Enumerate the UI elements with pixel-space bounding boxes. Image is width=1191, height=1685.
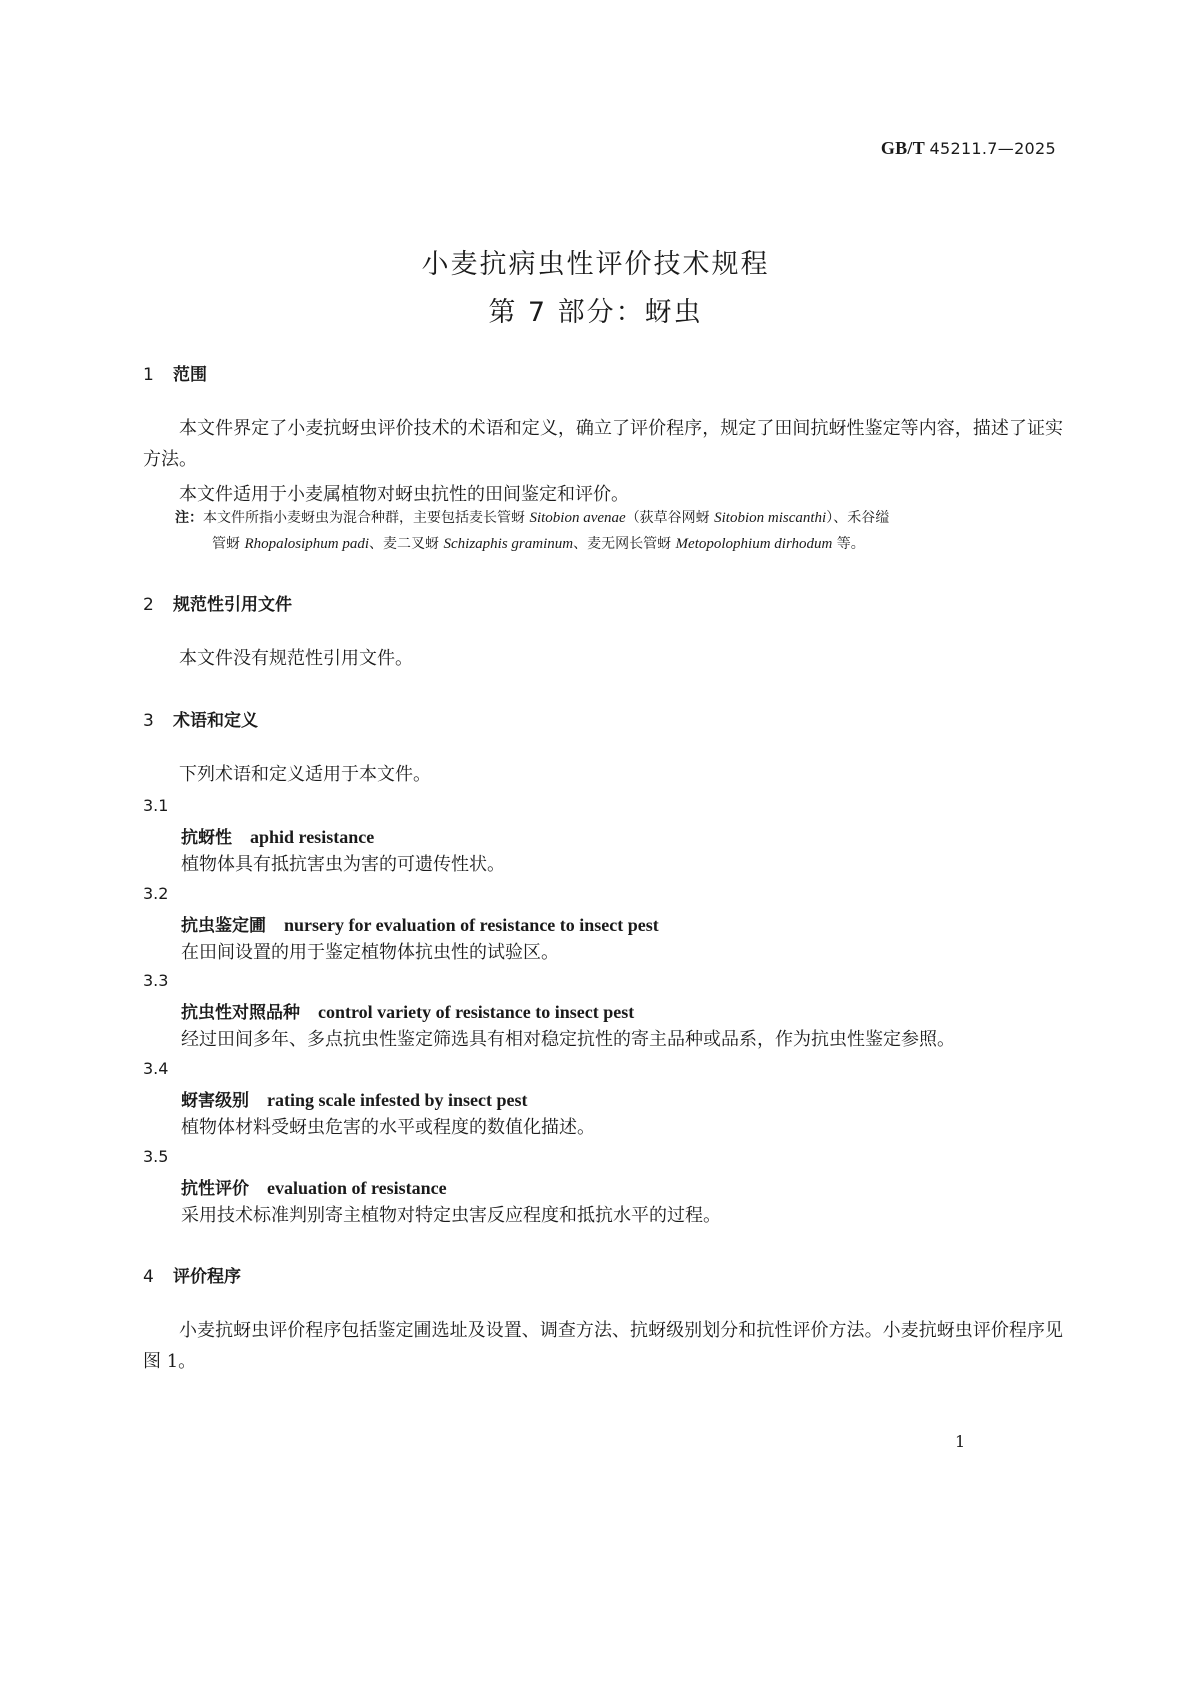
term-zh: 蚜害级别 [181, 1091, 249, 1111]
note-line-2 [175, 531, 1065, 557]
section-2-body [143, 643, 1063, 674]
section-1-heading [143, 360, 207, 385]
section-title: 术语和定义 [173, 711, 258, 731]
species-name: Sitobion avenae [529, 510, 626, 526]
paragraph: 小麦抗蚜虫评价程序包括鉴定圃选址及设置、调查方法、抗蚜级别划分和抗性评价方法。小麦抗蚜虫评价程序见图 1。 [143, 1320, 1063, 1372]
page-number: 1 [955, 1432, 966, 1451]
term-en: rating scale infested by insect pest [267, 1090, 528, 1110]
paragraph: 下列术语和定义适用于本文件。 [179, 764, 431, 785]
section-3-body [143, 759, 1063, 790]
section-title: 评价程序 [173, 1267, 241, 1287]
term-definition: 经过田间多年、多点抗虫性鉴定筛选具有相对稳定抗性的寄主品种或品系，作为抗虫性鉴定参照。 [181, 1029, 955, 1050]
species-name: Sitobion miscanthi [714, 510, 827, 526]
section-title: 规范性引用文件 [173, 595, 292, 615]
species-name: Rhopalosiphum padi [244, 536, 370, 552]
species-name: Schizaphis graminum [443, 536, 574, 552]
document-subtitle: 第 7 部分：蚜虫 [488, 297, 703, 328]
note-text: ）、禾谷缢 [826, 510, 890, 526]
note-text: （荻草谷网蚜 [625, 510, 715, 526]
note-label: 注： [175, 510, 203, 526]
standard-code [881, 138, 1056, 159]
term-definition: 在田间设置的用于鉴定植物体抗虫性的试验区。 [181, 942, 559, 963]
section-number: 1 [143, 365, 154, 385]
paragraph: 本文件界定了小麦抗蚜虫评价技术的术语和定义，确立了评价程序，规定了田间抗蚜性鉴定等内容，描述了证实方法。 [143, 418, 1063, 470]
section-number: 3 [143, 711, 154, 731]
section-4-heading [143, 1262, 241, 1287]
standard-code-number: 45211.7—2025 [929, 139, 1056, 158]
term-heading [181, 998, 634, 1023]
note [175, 505, 1065, 557]
document-title: 小麦抗病虫性评价技术规程 [421, 249, 770, 280]
section-number: 4 [143, 1267, 154, 1287]
term-zh: 抗性评价 [181, 1179, 249, 1199]
term-definition: 植物体材料受蚜虫危害的水平或程度的数值化描述。 [181, 1117, 595, 1138]
term-zh: 抗蚜性 [181, 828, 232, 848]
term-heading [181, 1086, 527, 1111]
term-number: 3.3 [143, 971, 169, 990]
section-title: 范围 [173, 365, 207, 385]
note-text: 、麦无网长管蚜 [573, 536, 676, 552]
term-en: aphid resistance [250, 827, 375, 847]
term-en: evaluation of resistance [267, 1178, 447, 1198]
section-2-heading [143, 590, 292, 615]
term-heading [181, 823, 374, 848]
term-number: 3.5 [143, 1147, 169, 1166]
term-number: 3.2 [143, 884, 169, 903]
section-4-body [143, 1315, 1063, 1377]
note-text: 等。 [832, 536, 865, 552]
paragraph: 本文件没有规范性引用文件。 [179, 648, 413, 669]
term-en: control variety of resistance to insect pest [318, 1002, 635, 1022]
term-heading [181, 911, 659, 936]
term-heading [181, 1174, 447, 1199]
section-number: 2 [143, 595, 154, 615]
section-3-heading [143, 706, 258, 731]
section-1-body [143, 413, 1063, 510]
term-zh: 抗虫鉴定圃 [181, 916, 266, 936]
term-definition: 采用技术标准判别寄主植物对特定虫害反应程度和抵抗水平的过程。 [181, 1205, 721, 1226]
term-definition: 植物体具有抵抗害虫为害的可遗传性状。 [181, 854, 505, 875]
standard-code-prefix: GB/T [880, 138, 925, 158]
note-text: 管蚜 [212, 536, 245, 552]
paragraph: 本文件适用于小麦属植物对蚜虫抗性的田间鉴定和评价。 [179, 484, 629, 505]
term-zh: 抗虫性对照品种 [181, 1003, 300, 1023]
species-name: Metopolophium dirhodum [675, 536, 833, 552]
term-number: 3.4 [143, 1059, 169, 1078]
note-text: 本文件所指小麦蚜虫为混合种群，主要包括麦长管蚜 [203, 510, 530, 526]
note-text: 、麦二叉蚜 [369, 536, 444, 552]
term-en: nursery for evaluation of resistance to insect pest [284, 915, 659, 935]
term-number: 3.1 [143, 796, 169, 815]
